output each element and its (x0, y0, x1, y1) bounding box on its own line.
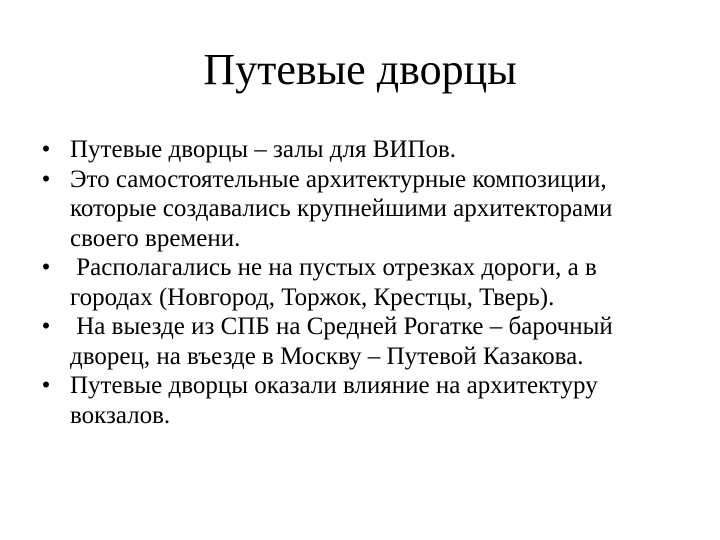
bullet-dot-icon: • (41, 254, 51, 281)
bullet-line: На выезде из СПБ на Средней Рогатке – барочный (70, 313, 613, 340)
bullet-text (70, 165, 700, 254)
bullet-dot-icon: • (41, 372, 51, 399)
bullet-item (36, 135, 700, 165)
bullet-line: Располагались не на пустых отрезках дороги, а в (70, 254, 597, 281)
bullet-line: дворец, на въезде в Москву – Путевой Казакова. (70, 342, 584, 370)
bullet-text (70, 312, 700, 371)
bullet-dot-icon: • (41, 313, 51, 340)
bullet-item (36, 253, 700, 312)
bullet-line: вокзалов. (70, 401, 171, 429)
bullet-line: городах (Новгород, Торжок, Крестцы, Тверь). (70, 283, 555, 311)
slide-title: Путевые дворцы (203, 45, 517, 94)
bullet-text (70, 253, 700, 312)
bullet-text (70, 135, 700, 165)
bullet-line: своего времени. (70, 224, 241, 252)
bullet-text (70, 371, 700, 430)
bullet-item (36, 312, 700, 371)
bullet-item (36, 165, 700, 254)
bullet-dot-icon: • (41, 165, 51, 193)
bullet-line: Это самостоятельные архитектурные композиции, (70, 165, 607, 193)
bullet-line: Путевые дворцы оказали влияние на архитектуру (70, 372, 598, 399)
bullet-line: Путевые дворцы – залы для ВИПов. (70, 136, 457, 163)
bullet-list (36, 135, 700, 430)
bullet-line: которые создавались крупнейшими архитекторами (70, 195, 613, 222)
bullet-item (36, 371, 700, 430)
bullet-dot-icon: • (41, 136, 51, 163)
